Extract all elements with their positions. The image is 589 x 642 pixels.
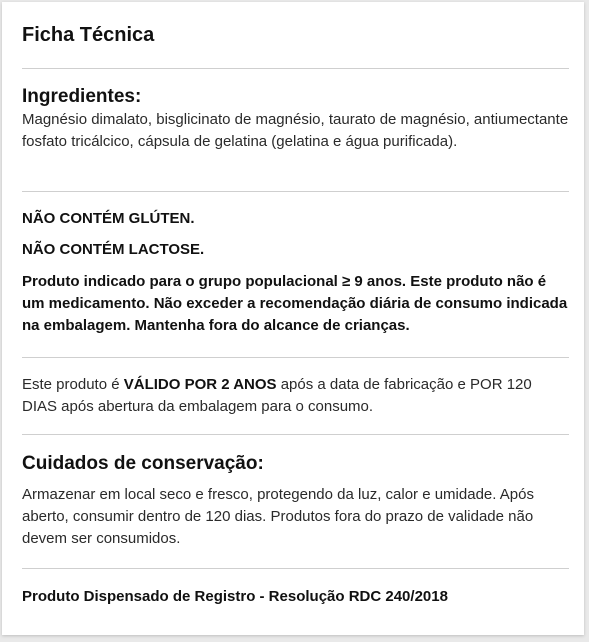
indication-warning: Produto indicado para o grupo populacional ≥ 9 anos. Este produto não é um medicamento. Não exceder a recomendação diária de consumo indicada na embalagem. Mantenha fora do alcance de crianças.: [22, 273, 568, 334]
gluten-warning: NÃO CONTÉM GLÚTEN.: [22, 210, 195, 227]
lactose-warning: NÃO CONTÉM LACTOSE.: [22, 241, 205, 258]
registration-notice: Produto Dispensado de Registro - Resolução RDC 240/2018: [22, 588, 448, 605]
validity-text-before: Este produto é: [22, 376, 124, 393]
conservation-text: Armazenar em local seco e fresco, protegendo da luz, calor e umidade. Após aberto, consumir dentro de 120 dias. Produtos fora do prazo de validade não devem ser consumidos.: [22, 486, 534, 547]
conservation-heading: Cuidados de conservação:: [22, 453, 264, 474]
divider: [22, 191, 569, 192]
card-title: Ficha Técnica: [22, 24, 155, 46]
divider: [22, 357, 569, 358]
validity-text-after: após a data de fabricação e POR 120 DIAS após abertura da embalagem para o consumo.: [22, 376, 532, 415]
ingredients-heading: Ingredientes:: [22, 86, 142, 107]
validity-emphasis: VÁLIDO POR 2 ANOS: [123, 376, 277, 393]
divider: [22, 434, 569, 435]
divider: [22, 68, 569, 69]
product-spec-card: [2, 2, 584, 635]
ingredients-text: Magnésio dimalato, bisglicinato de magnésio, taurato de magnésio, antiumectante fosfato tricálcico, cápsula de gelatina (gelatina e água purificada).: [22, 111, 569, 150]
validity-text: [22, 374, 570, 418]
divider: [22, 568, 569, 569]
